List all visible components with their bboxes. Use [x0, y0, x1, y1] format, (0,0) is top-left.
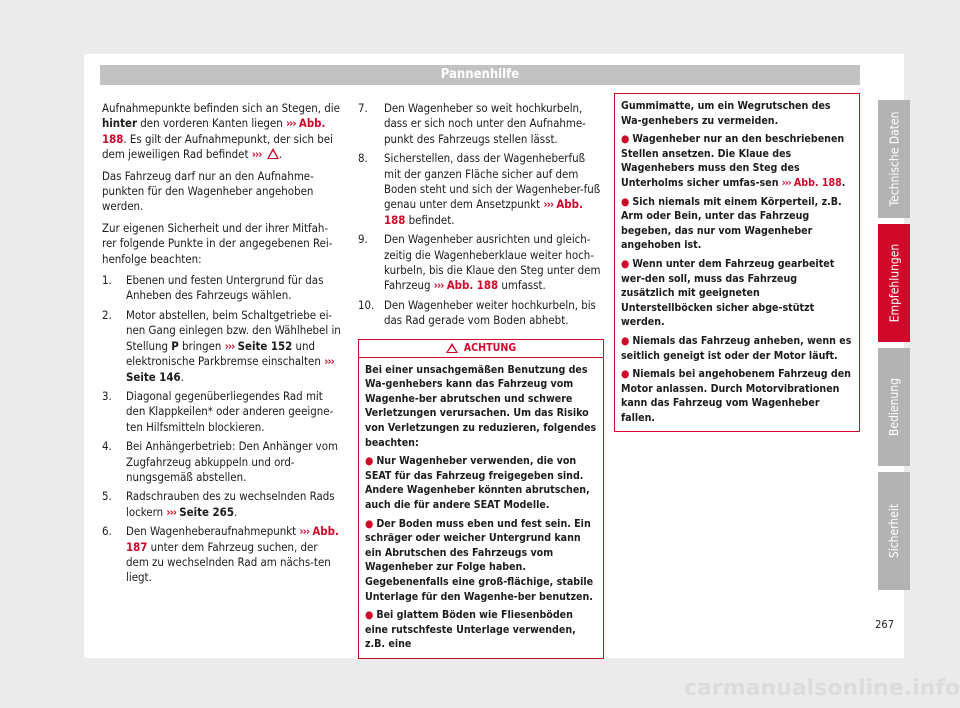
- figure-link[interactable]: Abb. 187: [126, 524, 339, 554]
- arrow-icon: ›››: [324, 354, 334, 369]
- emphasis: hinter: [102, 116, 138, 131]
- step-text: .: [233, 504, 238, 519]
- step-number: 9.: [358, 232, 368, 247]
- warning-intro: Bei einer unsachgemäßen Benutzung des Wa-genhebers kann das Fahrzeug vom Wagenhe-ber abrutschen und schwere Verletzungen verursachen. Um das Risiko von Verletzungen zu reduzieren, folgendes beachten:: [365, 363, 597, 449]
- page-title: Pannenhilfe: [100, 65, 860, 85]
- bullet-icon: ●: [621, 334, 630, 347]
- figure-link[interactable]: Abb. 188: [446, 278, 499, 293]
- bullet-text: .: [841, 176, 846, 189]
- intro-paragraph: [102, 101, 342, 163]
- bullet-text: Wenn unter dem Fahrzeug gearbeitet wer-den soll, muss das Fahrzeug zusätzlich mit geeigneten Unterstellböcken sicher abge-stützt werden.: [621, 257, 835, 329]
- step-text: Motor abstellen, beim Schaltgetriebe ei-nen Gang einlegen bzw. den Wählhebel in Stellung: [126, 307, 341, 353]
- step-number: 4.: [102, 439, 112, 454]
- step-number: 7.: [358, 101, 368, 115]
- tab-label: Sicherheit: [887, 503, 902, 559]
- step-text: .: [180, 369, 184, 384]
- arrow-icon: ›››: [285, 116, 296, 131]
- page-link[interactable]: Seite 146: [126, 369, 181, 384]
- step-text: unter dem Fahrzeug suchen, der dem zu wechselnden Rad am nächs-ten liegt.: [126, 539, 331, 585]
- step-text: Sicherstellen, dass der Wagenheberfuß mit der ganzen Fläche sicher auf dem Boden steht und sich der Wagenheber-fuß genau unter dem Ansetzpunkt: [384, 151, 601, 212]
- figure-link[interactable]: Abb. 188: [793, 176, 842, 189]
- step-number: 8.: [358, 151, 368, 166]
- step-number: 2.: [102, 307, 112, 322]
- step-number: 3.: [102, 388, 112, 403]
- bullet-text: Niemals das Fahrzeug anheben, wenn es seitlich geneigt ist oder der Motor läuft.: [621, 334, 852, 362]
- bullet-icon: ●: [621, 195, 630, 208]
- list-item: [102, 524, 342, 586]
- list-item: [358, 298, 604, 329]
- warning-intro: Gummimatte, um ein Wegrutschen des Wa-genhebers zu vermeiden.: [621, 100, 831, 127]
- paragraph: Das Fahrzeug darf nur an den Aufnahme-punkten für den Wagenheber angehoben werden.: [102, 168, 314, 214]
- paragraph: Zur eigenen Sicherheit und der ihrer Mitfah-rer folgende Punkte in der angegebenen Rei-henfolge beachten:: [102, 220, 333, 266]
- step-text: bringen: [178, 338, 225, 353]
- step-text: Radschrauben des zu wechselnden Rads lockern: [126, 489, 335, 519]
- arrow-icon: ›››: [433, 278, 444, 293]
- text: Aufnahmepunkte befinden sich an Stegen, die: [102, 101, 340, 115]
- list-item: [102, 389, 342, 435]
- column-1: [102, 101, 342, 590]
- step-text: Den Wagenheberaufnahmepunkt: [126, 524, 300, 539]
- arrow-icon: ›››: [299, 524, 310, 539]
- text: .: [278, 147, 282, 162]
- bullet-text: Bei glattem Böden wie Fliesenböden eine rutschfeste Unterlage verwenden, z.B. eine: [365, 609, 576, 651]
- watermark: carmanualsonline.info: [684, 676, 960, 701]
- step-number: 1.: [102, 273, 112, 288]
- step-text: Diagonal gegenüberliegendes Rad mit den Klappkeilen* oder anderen geeigne-ten Hilfsmitteln blockieren.: [126, 388, 334, 434]
- tab-label: Empfehlungen: [887, 243, 902, 323]
- bullet-icon: ●: [365, 455, 374, 468]
- list-item: [102, 273, 342, 304]
- bullet-icon: ●: [621, 257, 630, 270]
- step-text: Bei Anhängerbetrieb: Den Anhänger vom Zugfahrzeug abkuppeln und ord-nungsgemäß abstellen.: [126, 439, 338, 484]
- arrow-icon: ›››: [781, 176, 791, 189]
- warning-bullet: [621, 257, 853, 330]
- bullet-icon: ●: [365, 609, 374, 622]
- bullet-text: Wagenheber nur an den beschriebenen Stellen ansetzen. Die Klaue des Wagenhebers muss den Steg des Unterholms sicher umfas-sen: [621, 133, 845, 189]
- tab-empfehlungen[interactable]: [878, 224, 910, 342]
- warning-title: ACHTUNG: [463, 341, 517, 354]
- warning-header: [359, 340, 603, 358]
- warning-bullet: [621, 334, 853, 363]
- page-number: 267: [875, 618, 894, 631]
- step-number: 5.: [102, 489, 112, 504]
- text: den vorderen Kanten liegen: [137, 116, 286, 131]
- bullet-text: Nur Wagenheber verwenden, die von SEAT für das Fahrzeug freigegeben sind. Andere Wagenheber könnten abrutschen, auch die für andere SEAT Modelle.: [365, 455, 590, 512]
- warning-bullet: [365, 454, 597, 512]
- arrow-icon: ›››: [251, 147, 262, 162]
- step-text: umfasst.: [498, 278, 546, 293]
- tab-sicherheit[interactable]: [878, 472, 910, 590]
- tab-label: Bedienung: [887, 378, 901, 436]
- column-2: [358, 101, 604, 659]
- page-link[interactable]: Seite 265: [179, 504, 234, 519]
- warning-body: [359, 358, 603, 658]
- warning-bullet: [365, 608, 597, 652]
- list-item: [102, 439, 342, 485]
- figure-link[interactable]: Abb. 188: [384, 197, 583, 227]
- arrow-icon: ›››: [543, 197, 554, 212]
- warning-box: [358, 339, 604, 659]
- tab-bedienung[interactable]: [878, 348, 910, 466]
- list-item: [358, 151, 604, 228]
- warning-bullet: [621, 195, 853, 253]
- list-item: [102, 308, 342, 385]
- step-text: und elektronische Parkbremse einschalten: [126, 338, 325, 369]
- tab-technische-daten[interactable]: [878, 100, 910, 218]
- step-text: Den Wagenheber ausrichten und gleich-zeitig die Wagenheberklaue weiter hoch-kurbeln, bis die Klaue den Steg unter dem Fahrzeug: [384, 232, 601, 293]
- step-text: Den Wagenheber weiter hochkurbeln, bis das Rad gerade vom Boden abhebt.: [384, 297, 596, 328]
- list-item: [358, 101, 604, 147]
- step-text: Den Wagenheber so weit hochkurbeln, dass er sich noch unter den Aufnahme-punkt des Fahrzeugs stellen lässt.: [384, 101, 586, 146]
- text: . Es gilt der Aufnahmepunkt, der sich bei dem jeweiligen Rad befindet: [102, 131, 333, 162]
- bullet-icon: ●: [621, 368, 630, 381]
- warning-icon: [446, 343, 458, 353]
- step-text: Ebenen und festen Untergrund für das Anheben des Fahrzeugs wählen.: [126, 273, 324, 303]
- step-list: [358, 101, 604, 329]
- bullet-text: Niemals bei angehobenem Fahrzeug den Motor anlassen. Durch Motorvibrationen kann das Fahrzeug vom Wagenheber fallen.: [621, 368, 851, 424]
- list-item: [102, 489, 342, 520]
- tab-label: Technische Daten: [887, 111, 902, 207]
- step-number: 6.: [102, 524, 112, 539]
- column-3: [614, 93, 860, 432]
- bullet-text: Sich niemals mit einem Körperteil, z.B. Arm oder Bein, unter das Fahrzeug begeben, das nur vom Wagenheber angehoben ist.: [621, 195, 842, 252]
- gear-position: P: [171, 338, 179, 353]
- step-text: befindet.: [405, 212, 455, 227]
- page-link[interactable]: Seite 152: [237, 338, 293, 353]
- list-item: [358, 232, 604, 294]
- arrow-icon: ›››: [166, 504, 177, 519]
- warning-bullet: [621, 132, 853, 190]
- bullet-text: Der Boden muss eben und fest sein. Ein schräger oder weicher Untergrund kann ein Abrutschen des Fahrzeugs vom Wagenheber zur Folge haben. Gegebenenfalls eine groß-flächige, stabile Unterlage für den Wagenhe-ber benutzen.: [365, 517, 594, 603]
- arrow-icon: ›››: [224, 338, 235, 353]
- bullet-icon: ●: [621, 133, 630, 146]
- warning-icon[interactable]: [267, 148, 279, 159]
- step-list: [102, 273, 342, 586]
- warning-bullet: [621, 367, 853, 425]
- figure-link[interactable]: Abb. 188: [102, 116, 326, 146]
- warning-box-continued: [614, 93, 860, 432]
- step-number: 10.: [358, 297, 375, 312]
- bullet-icon: ●: [365, 517, 374, 530]
- warning-bullet: [365, 517, 597, 605]
